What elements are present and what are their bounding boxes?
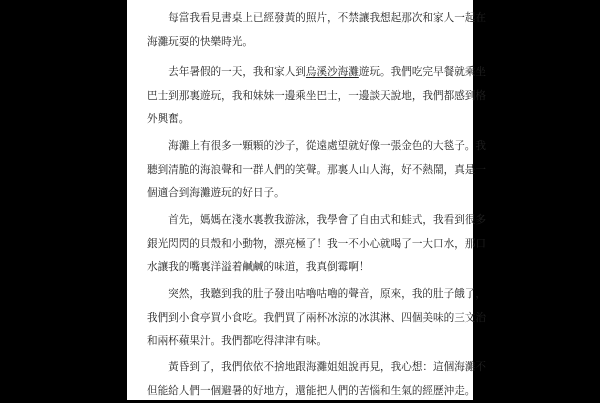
paragraph-6 — [147, 356, 465, 403]
paragraph-1 — [147, 7, 465, 54]
paragraph-4-line-2: 銀光閃閃的貝殼和小動物，漂亮極了！我一不小心就喝了一大口水，那口 — [147, 233, 465, 257]
paragraph-1-line-1: 每當我看見書桌上已經發黃的照片，不禁讓我想起那次和家人一起在 — [147, 7, 465, 31]
paragraph-4 — [147, 209, 465, 280]
paragraph-5 — [147, 283, 465, 354]
paragraph-4-line-1: 首先，媽媽在淺水裏教我游泳，我學會了自由式和蛙式，我看到很多 — [147, 209, 465, 233]
document-page — [127, 0, 473, 400]
paragraph-6-line-1: 黃昏到了，我們依依不捨地跟海灘姐姐說再見，我心想：這個海灘不 — [147, 356, 465, 380]
paragraph-1-line-2: 海灘玩耍的快樂時光。 — [147, 31, 465, 55]
paragraph-5-line-2: 我們到小食亭買小食吃。我們買了兩杯冰涼的冰淇淋、四個美味的三文治 — [147, 307, 465, 331]
paragraph-3-line-1: 海灘上有很多一顆顆的沙子，從遠處望就好像一張金色的大毯子。我 — [147, 135, 465, 159]
paragraph-5-line-3: 和兩杯蘋果汁。我們都吃得津津有味。 — [147, 330, 465, 354]
paragraph-2-line-3: 外興奮。 — [147, 108, 465, 132]
place-name-underlined: 烏溪沙海灘 — [306, 66, 359, 78]
paragraph-3 — [147, 135, 465, 206]
paragraph-6-line-2: 但能給人們一個避暑的好地方，還能把人們的苦惱和生氣的經歷沖走。 — [147, 380, 465, 403]
paragraph-3-line-3: 個適合到海灘遊玩的好日子。 — [147, 182, 465, 206]
paragraph-5-line-1: 突然，我聽到我的肚子發出咕嚕咕嚕的聲音，原來，我的肚子餓了， — [147, 283, 465, 307]
paragraph-3-line-2: 聽到清脆的海浪聲和一群人們的笑聲。那裏人山人海，好不熱鬧，真是一 — [147, 159, 465, 183]
paragraph-2 — [147, 61, 465, 132]
paragraph-2-line-1-start: 去年暑假的一天，我和家人到 — [147, 66, 306, 78]
paragraph-2-line-2: 巴士到那裏遊玩，我和妹妹一邊乘坐巴士，一邊談天說地，我們都感到格 — [147, 85, 465, 109]
paragraph-2-line-1 — [147, 61, 465, 85]
paragraph-2-line-1-end: 遊玩。我們吃完早餐就乘坐 — [359, 66, 486, 78]
paragraph-4-line-3: 水讓我的嘴裏洋溢着鹹鹹的味道，我真倒霉啊！ — [147, 256, 465, 280]
